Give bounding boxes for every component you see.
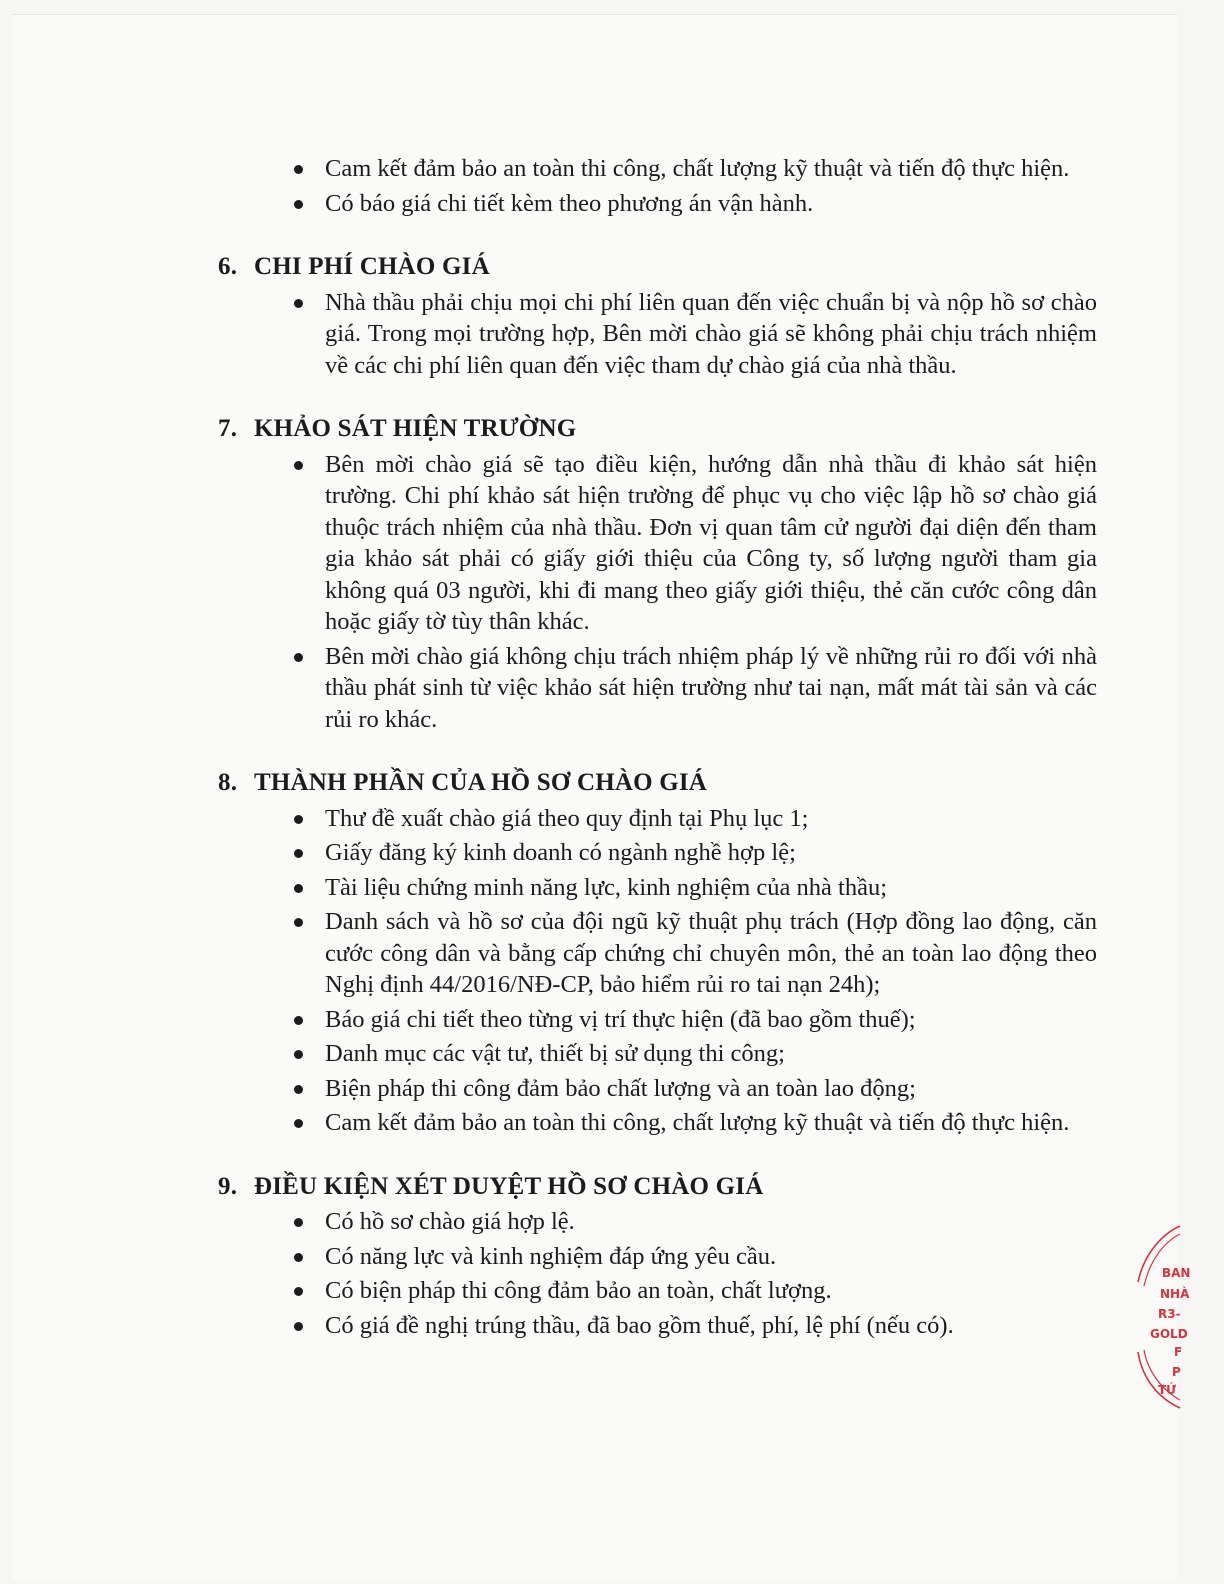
bullet-item: Cam kết đảm bảo an toàn thi công, chất lượng kỹ thuật và tiến độ thực hiện. — [212, 153, 1097, 185]
section-title: CHI PHÍ CHÀO GIÁ — [254, 253, 490, 280]
bullet-item: Có năng lực và kinh nghiệm đáp ứng yêu cầu. — [212, 1241, 1097, 1273]
section-number: 9. — [218, 1172, 238, 1200]
section-title: KHẢO SÁT HIỆN TRƯỜNG — [254, 415, 577, 442]
section-heading — [212, 1171, 1097, 1203]
bullet-item: Cam kết đảm bảo an toàn thi công, chất lượng kỹ thuật và tiến độ thực hiện. — [212, 1107, 1097, 1139]
stamp-line: R3- — [1158, 1307, 1181, 1321]
document-page — [12, 14, 1177, 1580]
bullet-item: Thư đề xuất chào giá theo quy định tại Phụ lục 1; — [212, 803, 1097, 835]
bullet-item: Có báo giá chi tiết kèm theo phương án vận hành. — [212, 188, 1097, 220]
company-seal-stamp — [1132, 1222, 1191, 1412]
sections-container — [212, 251, 1097, 1341]
bullet-item: Giấy đăng ký kinh doanh có ngành nghề hợp lệ; — [212, 837, 1097, 869]
bullet-item: Danh mục các vật tư, thiết bị sử dụng thi công; — [212, 1038, 1097, 1070]
intro-bullet-list — [212, 153, 1097, 219]
section-9 — [212, 1171, 1097, 1342]
bullet-item: Nhà thầu phải chịu mọi chi phí liên quan đến việc chuẩn bị và nộp hồ sơ chào giá. Trong mọi trường hợp, Bên mời chào giá sẽ không phải chịu trách nhiệm về các chi phí liên quan đến việc tham dự chào giá của nhà thầu. — [212, 287, 1097, 382]
bullet-item: Bên mời chào giá sẽ tạo điều kiện, hướng dẫn nhà thầu đi khảo sát hiện trường. Chi phí khảo sát hiện trường để phục vụ cho việc lập hồ sơ chào giá thuộc trách nhiệm của nhà thầu. Đơn vị quan tâm cử người đại diện đến tham gia khảo sát phải có giấy giới thiệu của Công ty, số lượng người tham gia không quá 03 người, khi đi mang theo giấy giới thiệu, thẻ căn cước công dân hoặc giấy tờ tùy thân khác. — [212, 449, 1097, 638]
section-title: THÀNH PHẦN CỦA HỒ SƠ CHÀO GIÁ — [254, 769, 708, 796]
section-bullet-list — [212, 1206, 1097, 1341]
stamp-line: P — [1172, 1365, 1181, 1379]
bullet-item: Có hồ sơ chào giá hợp lệ. — [212, 1206, 1097, 1238]
section-heading — [212, 413, 1097, 445]
stamp-outer-arc-bottom — [1138, 1352, 1180, 1408]
section-title: ĐIỀU KIỆN XÉT DUYỆT HỒ SƠ CHÀO GIÁ — [254, 1172, 764, 1200]
stamp-line: GOLD — [1150, 1327, 1188, 1341]
stamp-line: BAN — [1162, 1266, 1191, 1280]
section-heading — [212, 251, 1097, 283]
section-7 — [212, 413, 1097, 735]
section-number: 6. — [218, 253, 238, 280]
bullet-item: Biện pháp thi công đảm bảo chất lượng và an toàn lao động; — [212, 1073, 1097, 1105]
bullet-item: Tài liệu chứng minh năng lực, kinh nghiệm của nhà thầu; — [212, 872, 1097, 904]
section-number: 8. — [218, 769, 238, 796]
section-bullet-list — [212, 287, 1097, 382]
section-heading — [212, 767, 1097, 799]
stamp-line: F — [1174, 1345, 1183, 1359]
bullet-item: Báo giá chi tiết theo từng vị trí thực hiện (đã bao gồm thuế); — [212, 1004, 1097, 1036]
section-8 — [212, 767, 1097, 1139]
stamp-line: TỨ — [1158, 1383, 1177, 1397]
bullet-item: Có giá đề nghị trúng thầu, đã bao gồm thuế, phí, lệ phí (nếu có). — [212, 1310, 1097, 1342]
section-6 — [212, 251, 1097, 381]
section-bullet-list — [212, 449, 1097, 736]
stamp-line: NHÀ — [1160, 1287, 1190, 1301]
section-number: 7. — [218, 415, 238, 442]
bullet-item: Có biện pháp thi công đảm bảo an toàn, chất lượng. — [212, 1275, 1097, 1307]
document-content — [212, 153, 1097, 1344]
section-bullet-list — [212, 803, 1097, 1139]
bullet-item: Danh sách và hồ sơ của đội ngũ kỹ thuật phụ trách (Hợp đồng lao động, căn cước công dân và bằng cấp chứng chỉ chuyên môn, thẻ an toàn lao động theo Nghị định 44/2016/NĐ-CP, bảo hiểm rủi ro tai nạn 24h); — [212, 906, 1097, 1001]
bullet-item: Bên mời chào giá không chịu trách nhiệm pháp lý về những rủi ro đối với nhà thầu phát sinh từ việc khảo sát hiện trường như tai nạn, mất mát tài sản và các rủi ro khác. — [212, 641, 1097, 736]
